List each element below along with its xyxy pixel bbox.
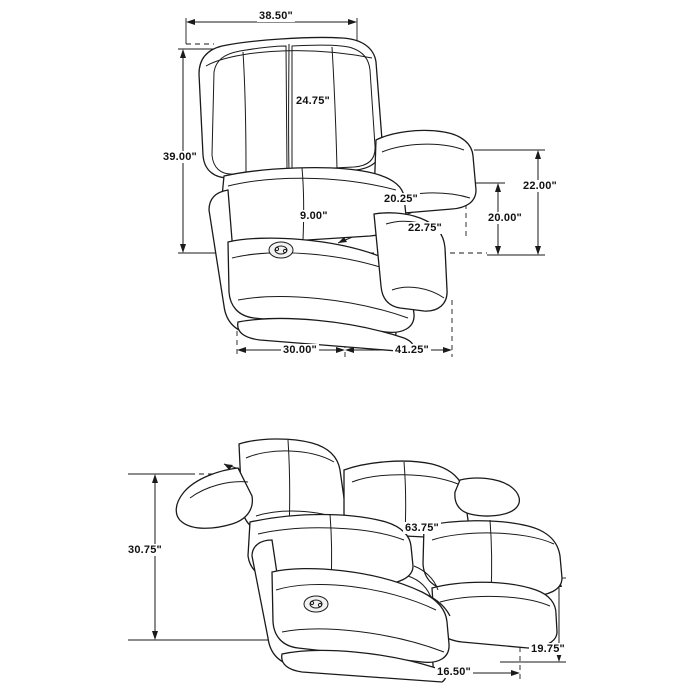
dim-label-reclined-height: 30.75" — [128, 544, 162, 556]
dim-label-back-height-diag: 24.75" — [296, 95, 330, 107]
dim-label-base-depth: 41.25" — [395, 344, 429, 356]
recliner-reclined-illustration — [176, 439, 562, 682]
dim-label-seat-depth: 20.25" — [384, 193, 418, 205]
dim-label-seat-diag: 22.75" — [408, 222, 442, 234]
dim-label-reclined-length: 63.75" — [405, 522, 439, 534]
dim-label-arm-height: 22.00" — [523, 180, 557, 192]
dim-label-base-width: 30.00" — [283, 344, 317, 356]
dim-label-seat-width: 9.00" — [300, 210, 328, 222]
dim-label-seat-height: 20.00" — [488, 212, 522, 224]
dim-label-footrest-height: 19.75" — [531, 643, 565, 655]
dim-label-reclined-base: 16.50" — [437, 666, 471, 678]
dim-label-top-width: 38.50" — [259, 10, 293, 22]
recliner-front-illustration — [199, 37, 476, 352]
dim-label-overall-height: 39.00" — [163, 151, 197, 163]
